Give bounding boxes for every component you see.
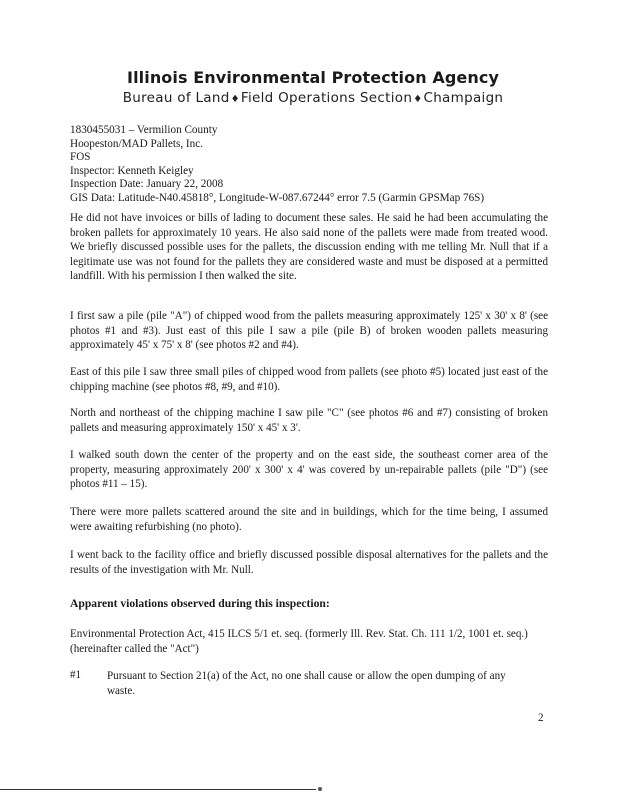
footer-rule [0, 789, 316, 790]
narrative-paragraph: There were more pallets scattered around the site and in buildings, which for the time being, I assumed were awaiting refurbishing (no photo). [70, 506, 548, 533]
facility-line: Hoopeston/MAD Pallets, Inc. [70, 137, 203, 150]
program-line: FOS [70, 151, 91, 164]
narrative-paragraph: He did not have invoices or bills of lading to document these sales. He said he had been accumulating the broken pallets for approximately 10 years. He also said none of the pallets were made from treated wood. We briefly discussed possible uses for the pallets, the discussion ending with me telling Mr. Null that if a legitimate use was not found for the pallets they are considered waste and must be disposed at a permitted landfill. With his permission I then walked the site. [70, 212, 548, 283]
violation-text: Pursuant to Section 21(a) of the Act, no one shall cause or allow the open dumping of any waste. [107, 670, 506, 697]
gis-line: GIS Data: Latitude-N40.45818°, Longitude-W-087.67244° error 7.5 (Garmin GPSMap 76S) [70, 191, 485, 204]
site-id-line: 1830455031 – Vermilion County [70, 124, 218, 136]
bureau-line [0, 90, 626, 106]
violation-number: #1 [70, 669, 82, 681]
site-info-block [70, 124, 550, 206]
violations-heading: Apparent violations observed during this inspection: [70, 597, 330, 610]
inspector-line: Inspector: Kenneth Keigley [70, 164, 194, 177]
diamond-separator-icon: ♦ [230, 94, 240, 105]
page-number: 2 [538, 712, 544, 724]
inspection-date-line: Inspection Date: January 22, 2008 [70, 178, 224, 191]
footer-dot [318, 787, 322, 791]
act-reference: Environmental Protection Act, 415 ILCS 5/1 et. seq. (formerly Ill. Rev. Stat. Ch. 111 1/2, 1001 et. seq.) (hereinafter called the "Act") [70, 628, 528, 655]
narrative-paragraph: North and northeast of the chipping machine I saw pile "C" (see photos #6 and #7) consisting of broken pallets and measuring approximately 150' x 45' x 3'. [70, 407, 548, 434]
diamond-separator-icon: ♦ [413, 94, 423, 105]
bureau-name: Bureau of Land [122, 90, 230, 106]
section-name: Field Operations Section [240, 90, 413, 106]
narrative-paragraph: I first saw a pile (pile "A") of chipped wood from the pallets measuring approximately 125' x 30' x 8' (see photos #1 and #3). Just east of this pile I saw a pile (pile B) of broken wooden pallets measuring approximately 45' x 75' x 8' (see photos #2 and #4). [70, 310, 548, 352]
narrative-paragraph: I went back to the facility office and briefly discussed possible disposal alternatives for the pallets and the results of the investigation with Mr. Null. [70, 549, 548, 576]
agency-title: Illinois Environmental Protection Agency [127, 68, 499, 87]
narrative-paragraph: East of this pile I saw three small piles of chipped wood from pallets (see photo #5) located just east of the chipping machine (see photos #8, #9, and #10). [70, 366, 548, 393]
office-name: Champaign [423, 90, 504, 106]
narrative-paragraph: I walked south down the center of the property and on the east side, the southeast corner area of the property, measuring approximately 200' x 300' x 4' was covered by un-repairable pallets (pile "D") (see photos #11 – 15). [70, 449, 548, 491]
